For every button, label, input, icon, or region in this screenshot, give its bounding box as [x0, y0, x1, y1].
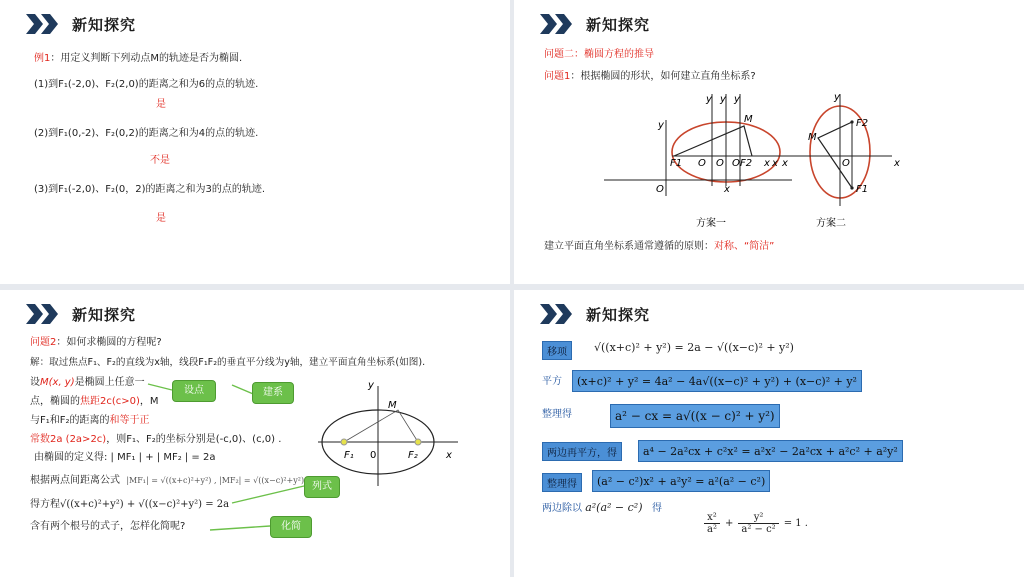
- coordinate-schemes-figure: [602, 86, 1002, 232]
- label-f2: F2: [856, 118, 869, 129]
- question-label: 问题1: [544, 71, 571, 82]
- ellipse-figure: [316, 376, 466, 488]
- step-6-line: [542, 501, 662, 516]
- distance-formulas: |MF₁| = √((x+c)²+y²) , |MF₂| = √((x−c)²+y²): [126, 476, 305, 485]
- slide-header: [26, 12, 136, 36]
- answer-1: 是: [156, 99, 166, 110]
- connector-line: [232, 486, 304, 503]
- label-o: O: [716, 158, 724, 169]
- example-line: [34, 52, 242, 66]
- text: 根据两点间距离公式: [30, 475, 120, 486]
- label-m: M: [808, 132, 817, 143]
- label-y: y: [368, 380, 374, 391]
- label-m: M: [744, 114, 753, 125]
- focus-f2: [415, 439, 421, 445]
- point-m: M(x, y): [40, 377, 75, 388]
- slide-title: 新知探究: [72, 15, 137, 34]
- tag-set-point: 设点: [172, 380, 216, 402]
- denominator: a²: [704, 523, 720, 535]
- definition-line: 由椭圆的定义得: | MF₁ | + | MF₂ | = 2a: [34, 452, 216, 463]
- label-f1: F1: [670, 158, 683, 169]
- constant-2a: 常数2a (2a>2c): [30, 434, 107, 445]
- step-2-label: 平方: [542, 376, 562, 387]
- label-o: O: [656, 184, 664, 195]
- text: 点，椭圆的: [30, 396, 80, 407]
- label-m: M: [388, 400, 397, 411]
- connector-line: [210, 526, 270, 530]
- label-y: y: [720, 94, 726, 105]
- label-x: x: [782, 158, 788, 169]
- answer-2: 不是: [150, 155, 170, 166]
- double-chevron-icon: [26, 14, 62, 34]
- tag-build-system: 建系: [252, 382, 294, 404]
- label-f1: F₁: [344, 450, 354, 461]
- equation-line: 得方程√((x+c)²+y²) + √((x−c)²+y²) = 2a: [30, 499, 230, 510]
- text: 两边除以: [542, 503, 582, 514]
- label-y: y: [734, 94, 740, 105]
- numerator: y²: [753, 512, 764, 523]
- plan-2-label: 方案二: [816, 218, 846, 229]
- slide-3: [0, 290, 510, 577]
- fraction-y: [738, 512, 778, 535]
- label-o: O: [698, 158, 706, 169]
- slide-1: [0, 0, 510, 284]
- answer-3: 是: [156, 213, 166, 224]
- plus-sign: +: [724, 518, 734, 529]
- plan-1-label: 方案一: [696, 218, 726, 229]
- slide-2: [514, 0, 1024, 284]
- text: 得: [652, 503, 663, 514]
- final-equation: [704, 512, 808, 535]
- text: ，则F₁、F₂的坐标分别是(-c,0)、(c,0) .: [106, 434, 282, 445]
- slide-title: 新知探究: [586, 305, 651, 324]
- label-x: x: [772, 158, 778, 169]
- label-y: y: [834, 92, 840, 103]
- focus-f1: [341, 439, 347, 445]
- example-text: ：用定义判断下列动点M的轨迹是否为椭圆.: [50, 53, 243, 64]
- step-3-label: 整理得: [542, 409, 572, 420]
- slide-header: [540, 12, 650, 36]
- f2-point: [850, 120, 853, 123]
- text: ，M: [139, 396, 159, 407]
- principle-text: 建立平面直角坐标系通常遵循的原则：: [544, 241, 714, 252]
- fraction-x: [704, 512, 720, 535]
- connector-line: [148, 384, 172, 390]
- question-label: 问题2: [30, 337, 57, 348]
- label-o: O: [842, 158, 850, 169]
- step-3-equation: a² − cx = a√((x − c)² + y²): [610, 404, 780, 428]
- sum-constant: 和等于正: [109, 415, 150, 426]
- question-text: ：如何求椭圆的方程呢?: [56, 337, 162, 348]
- label-f2: F2: [740, 158, 753, 169]
- principle-emphasis: 对称、“简洁”: [714, 241, 775, 252]
- divisor: a²(a² − c²): [585, 501, 643, 514]
- slide-4: [514, 290, 1024, 577]
- question-2: (2)到F₁(0,-2)、F₂(0,2)的距离之和为4的点的轨迹.: [34, 128, 259, 139]
- step-5-equation: (a² − c²)x² + a²y² = a²(a² − c²): [592, 470, 770, 492]
- label-x: x: [446, 450, 452, 461]
- step-1-label: 移项: [542, 341, 572, 360]
- slide-title: 新知探究: [72, 305, 137, 324]
- double-chevron-icon: [540, 14, 576, 34]
- text: 设: [30, 377, 40, 388]
- simplify-question: 含有两个根号的式子，怎样化简呢?: [30, 521, 186, 532]
- question-3: (3)到F₁(-2,0)、F₂(0，2)的距离之和为3的点的轨迹.: [34, 184, 266, 195]
- step-4-equation: a⁴ − 2a²cx + c²x² = a²x² − 2a²cx + a²c² + a²y²: [638, 440, 903, 462]
- label-f2: F₂: [408, 450, 418, 461]
- step-2-equation: (x+c)² + y² = 4a² − 4a√((x−c)² + y²) + (x−c)² + y²: [572, 370, 862, 392]
- step-1-equation: √((x+c)² + y²) = 2a − √((x−c)² + y²): [594, 341, 794, 354]
- slide-header: [540, 302, 650, 326]
- solution-intro: 解：取过焦点F₁、F₂的直线为x轴，线段F₁F₂的垂直平分线为y轴，建立平面直角坐标系(如图).: [30, 357, 426, 368]
- label-x: x: [764, 158, 770, 169]
- question-line: [544, 70, 756, 84]
- triangle-scheme-2: [818, 122, 852, 188]
- label-y: y: [658, 120, 664, 131]
- principle-line: [544, 240, 774, 254]
- example-label: 例1: [34, 53, 51, 64]
- focal-distance: 焦距2c(c>0): [80, 396, 140, 407]
- rhs: = 1 .: [783, 518, 808, 529]
- question-text: ：根据椭圆的形状，如何建立直角坐标系?: [570, 71, 756, 82]
- f1-point: [850, 186, 853, 189]
- numerator: x²: [707, 512, 717, 523]
- step-4-label: 两边再平方，得: [542, 442, 622, 461]
- label-o: O: [732, 158, 740, 169]
- problem-2-heading: 问题二：椭圆方程的推导: [544, 49, 654, 60]
- text: 是椭圆上任意一: [74, 377, 145, 388]
- double-chevron-icon: [540, 304, 576, 324]
- label-x: x: [724, 184, 730, 195]
- label-x: x: [894, 158, 900, 169]
- text: 与F₁和F₂的距离的: [30, 415, 110, 426]
- tag-write-equation: 列式: [304, 476, 340, 498]
- tag-simplify: 化简: [270, 516, 312, 538]
- label-origin: 0: [370, 450, 377, 461]
- step-5-label: 整理得: [542, 473, 582, 492]
- label-f1: F1: [856, 184, 869, 195]
- label-y: y: [706, 94, 712, 105]
- slide-title: 新知探究: [586, 15, 651, 34]
- denominator: a² − c²: [738, 523, 778, 535]
- question-1: (1)到F₁(-2,0)、F₂(2,0)的距离之和为6的点的轨迹.: [34, 79, 259, 90]
